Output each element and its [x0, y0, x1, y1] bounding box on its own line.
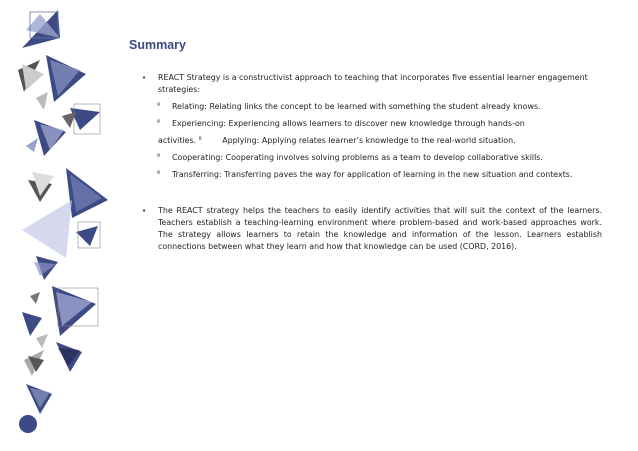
sub-bullet-marker: º [198, 135, 202, 143]
sub-item-text: Transferring: Transferring paves the way for application of learning in the new situation and contexts. [172, 170, 573, 179]
bullet-text: REACT Strategy is a constructivist approach to teaching that incorporates five essential learner engagement strategies: [158, 73, 588, 94]
sub-item-experiencing [142, 118, 602, 130]
sub-bullet-marker: º [157, 101, 161, 109]
summary-content [142, 72, 602, 253]
continuation-text: activities. [158, 136, 197, 145]
sub-item-applying [142, 135, 602, 147]
sub-item-relating [142, 101, 602, 113]
bullet-item [142, 72, 602, 96]
sub-item-cooperating [142, 152, 602, 164]
bullet-text: The REACT strategy helps the teachers to easily identify activities that will suit the context of the learners. Teachers establish a teaching-learning environment where problem-based and work-based approaches work. The strategy allows learners to retain the knowledge and information of the lesson. Learners establish connections between what they learn and how that knowledge can be used (CORD, 2016). [158, 206, 602, 251]
sub-bullet-marker: º [157, 118, 161, 126]
bullet-marker: • [142, 207, 147, 215]
sub-item-text: Applying: Applying relates learner’s knowledge to the real-world situation. [222, 136, 516, 145]
page-title: Summary [129, 38, 186, 52]
sub-item-text: Experiencing: Experiencing allows learners to discover new knowledge through hands-on [172, 119, 525, 128]
sub-item-text: Cooperating: Cooperating involves solving problems as a team to develop collaborative skills. [172, 153, 543, 162]
sub-bullet-marker: º [157, 152, 161, 160]
sub-item-text: Relating: Relating links the concept to be learned with something the student already knows. [172, 102, 541, 111]
sub-bullet-marker: º [157, 169, 161, 177]
bullet-marker: • [142, 74, 147, 82]
bullet-item [142, 205, 602, 253]
sub-item-transferring [142, 169, 602, 181]
decorative-triangle-pattern [0, 0, 110, 451]
